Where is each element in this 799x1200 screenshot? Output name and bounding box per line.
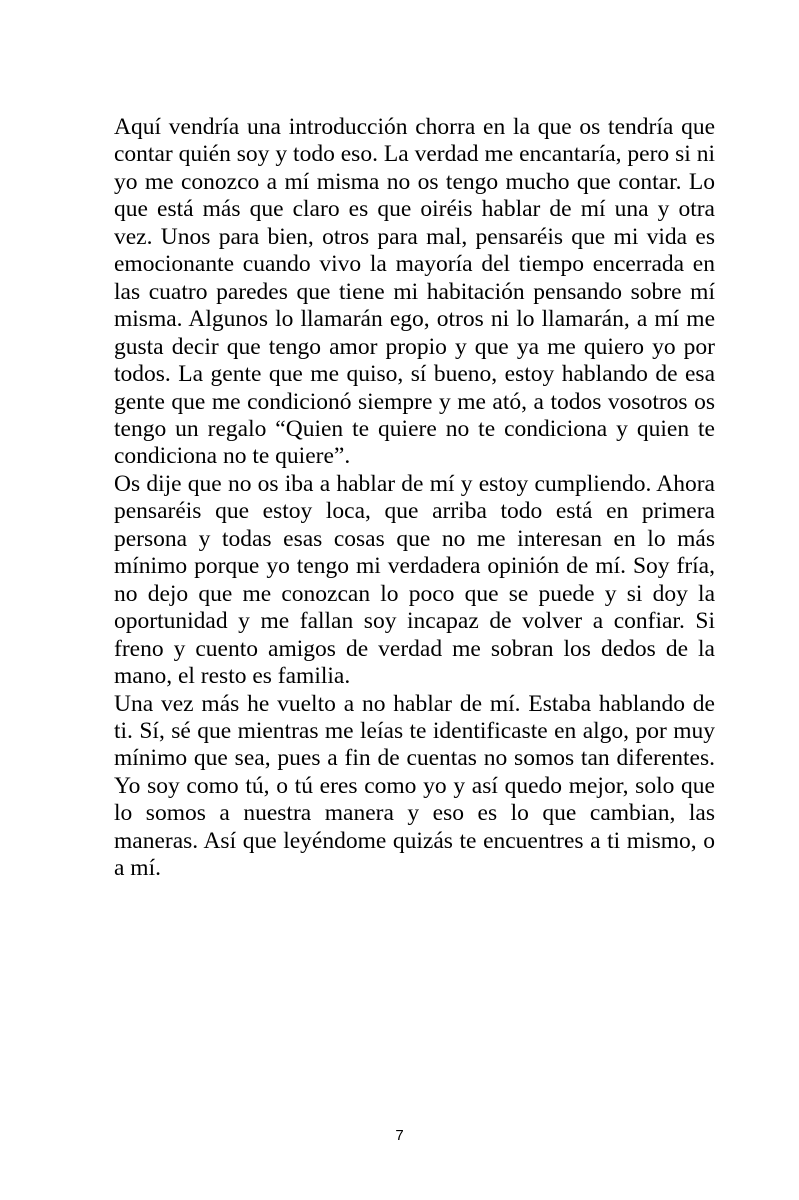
body-text <box>114 114 715 883</box>
paragraph-3: Una vez más he vuelto a no hablar de mí. Estaba hablando de ti. Sí, sé que mientras me leías te identificaste en algo, por muy mínimo que sea, pues a fin de cuentas no somos tan diferentes. Yo soy como tú, o tú eres como yo y así quedo mejor, solo que lo somos a nuestra manera y eso es lo que cambian, las maneras. Así que leyéndome quizás te encuentres a ti mismo, o a mí. <box>114 690 715 882</box>
paragraph-1: Aquí vendría una introducción chorra en la que os tendría que contar quién soy y todo eso. La verdad me encantaría, pero si ni yo me conozco a mí misma no os tengo mucho que contar. Lo que está más que claro es que oiréis hablar de mí una y otra vez. Unos para bien, otros para mal, pensaréis que mi vida es emocionante cuando vivo la mayoría del tiempo encerrada en las cuatro paredes que tiene mi habitación pensando sobre mí misma. Algunos lo llamarán ego, otros ni lo llamarán, a mí me gusta decir que tengo amor propio y que ya me quiero yo por todos. La gente que me quiso, sí bueno, estoy hablando de esa gente que me condicionó siempre y me ató, a todos vosotros os tengo un regalo “Quien te quiere no te condiciona y quien te condiciona no te quiere”. <box>114 114 715 470</box>
paragraph-2: Os dije que no os iba a hablar de mí y estoy cumpliendo. Ahora pensaréis que estoy loca, que arriba todo está en primera persona y todas esas cosas que no me interesan en lo más mínimo porque yo tengo mi verdadera opinión de mí. Soy fría, no dejo que me conozcan lo poco que se puede y si doy la oportunidad y me fallan soy incapaz de volver a confiar. Si freno y cuento amigos de verdad me sobran los dedos de la mano, el resto es familia. <box>114 470 715 690</box>
page-number: 7 <box>395 1127 404 1144</box>
